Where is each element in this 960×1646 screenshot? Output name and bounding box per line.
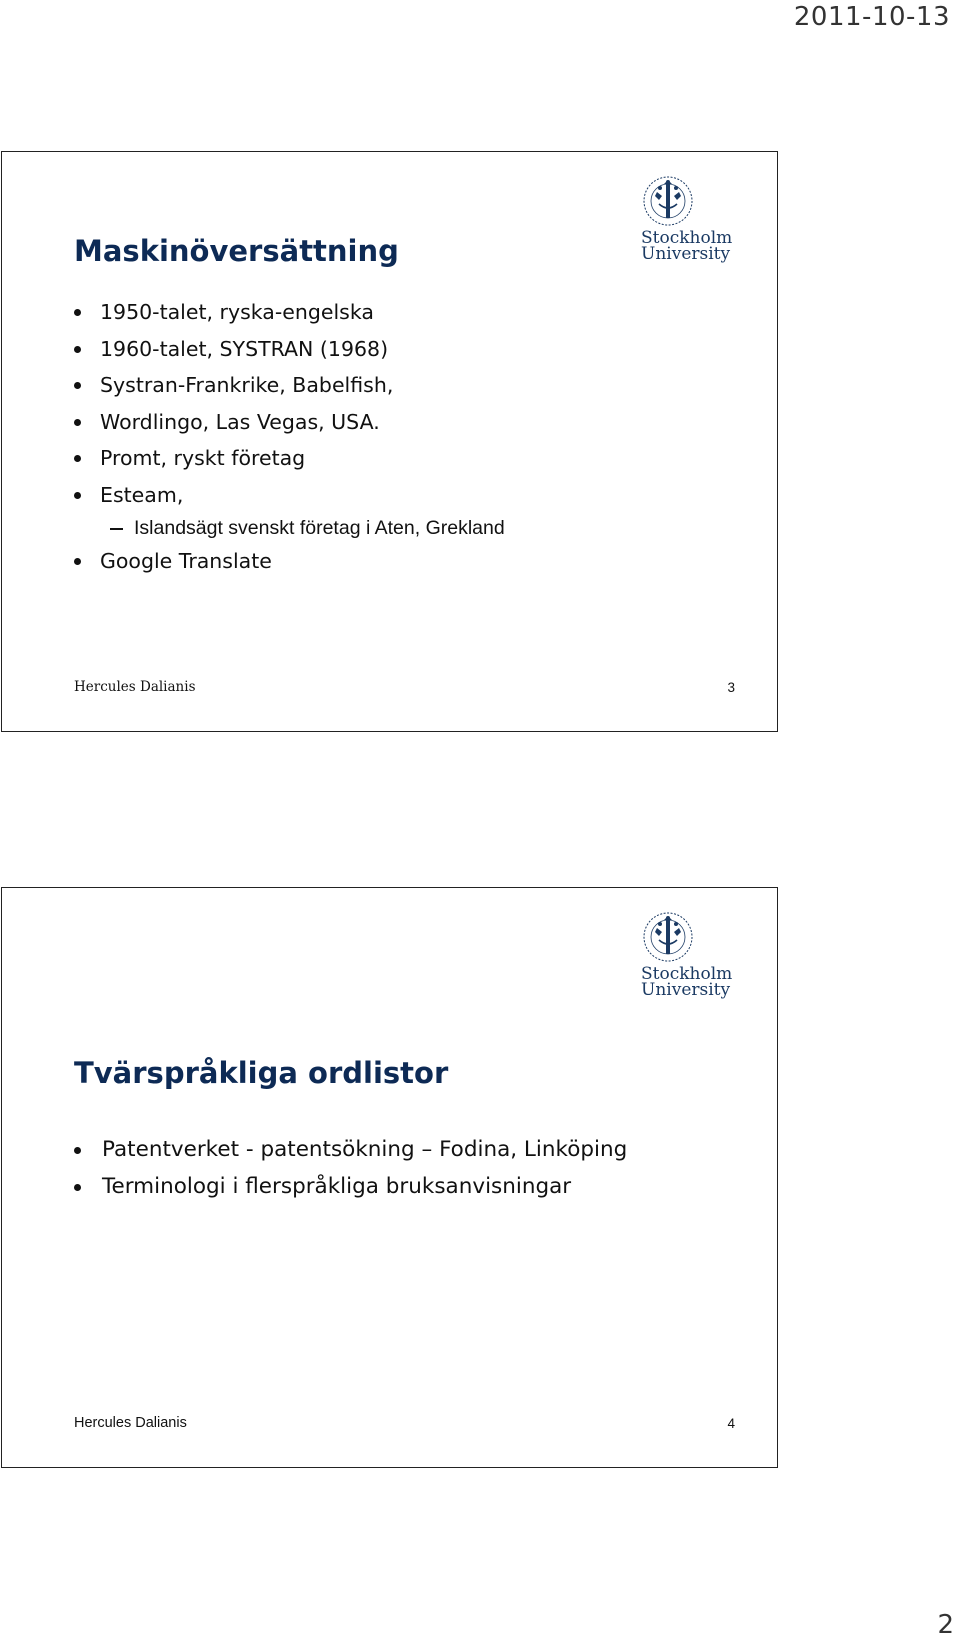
bullet-icon	[74, 455, 81, 462]
bullet-icon	[74, 382, 81, 389]
list-item	[72, 294, 505, 331]
bullet-text: Esteam,	[100, 482, 184, 507]
logo-line-stockholm: Stockholm	[641, 228, 733, 248]
footer-author: Hercules Dalianis	[74, 679, 196, 695]
slide-4	[1, 887, 778, 1468]
slide-title: Tvärspråkliga ordlistor	[74, 1056, 449, 1090]
bullet-text: Promt, ryskt företag	[100, 446, 306, 470]
page-date: 2011-10-13	[793, 2, 950, 32]
logo-line-university: University	[641, 244, 731, 264]
bullet-text: Patentverket - patentsökning – Fodina, Linköping	[102, 1137, 628, 1162]
bullet-icon	[74, 1184, 81, 1191]
bullet-icon	[74, 309, 81, 316]
list-item	[72, 404, 505, 441]
bullet-text: 1960-talet, SYSTRAN (1968)	[100, 336, 389, 361]
bullet-icon	[74, 492, 81, 499]
slide-title: Maskinöversättning	[74, 234, 399, 268]
bullet-icon	[74, 346, 81, 353]
dash-icon	[110, 528, 123, 530]
bullet-icon	[74, 558, 81, 565]
university-seal-icon	[641, 910, 695, 964]
slide-number: 3	[727, 680, 735, 695]
page-number: 2	[937, 1610, 954, 1640]
bullet-text: Systran-Frankrike, Babelfish,	[100, 373, 394, 397]
bullet-text: Islandsägt svenskt företag i Aten, Grekland	[134, 517, 505, 539]
logo-line-stockholm: Stockholm	[641, 964, 733, 984]
list-item	[72, 477, 505, 514]
logo-line-university: University	[641, 980, 731, 1000]
slide-number: 4	[727, 1416, 735, 1431]
stockholm-university-logo	[641, 174, 741, 262]
bullet-text: Wordlingo, Las Vegas, USA.	[100, 409, 380, 434]
bullet-list	[72, 1132, 627, 1205]
university-seal-icon	[641, 174, 695, 228]
list-item	[72, 543, 505, 580]
list-item	[72, 1132, 627, 1169]
logo-text	[641, 230, 732, 262]
bullet-icon	[74, 419, 81, 426]
bullet-text: Google Translate	[100, 549, 272, 573]
bullet-text: Terminologi i flerspråkliga bruksanvisningar	[102, 1173, 572, 1199]
sub-list-item	[72, 513, 505, 543]
list-item	[72, 440, 505, 477]
stockholm-university-logo	[641, 910, 741, 998]
logo-text	[641, 966, 732, 998]
list-item	[72, 331, 505, 368]
list-item	[72, 367, 505, 404]
bullet-list	[72, 294, 505, 580]
bullet-text: 1950-talet, ryska-engelska	[100, 300, 374, 324]
list-item	[72, 1169, 627, 1206]
bullet-icon	[74, 1147, 81, 1154]
footer-author: Hercules Dalianis	[74, 1415, 187, 1431]
slide-3	[1, 151, 778, 732]
